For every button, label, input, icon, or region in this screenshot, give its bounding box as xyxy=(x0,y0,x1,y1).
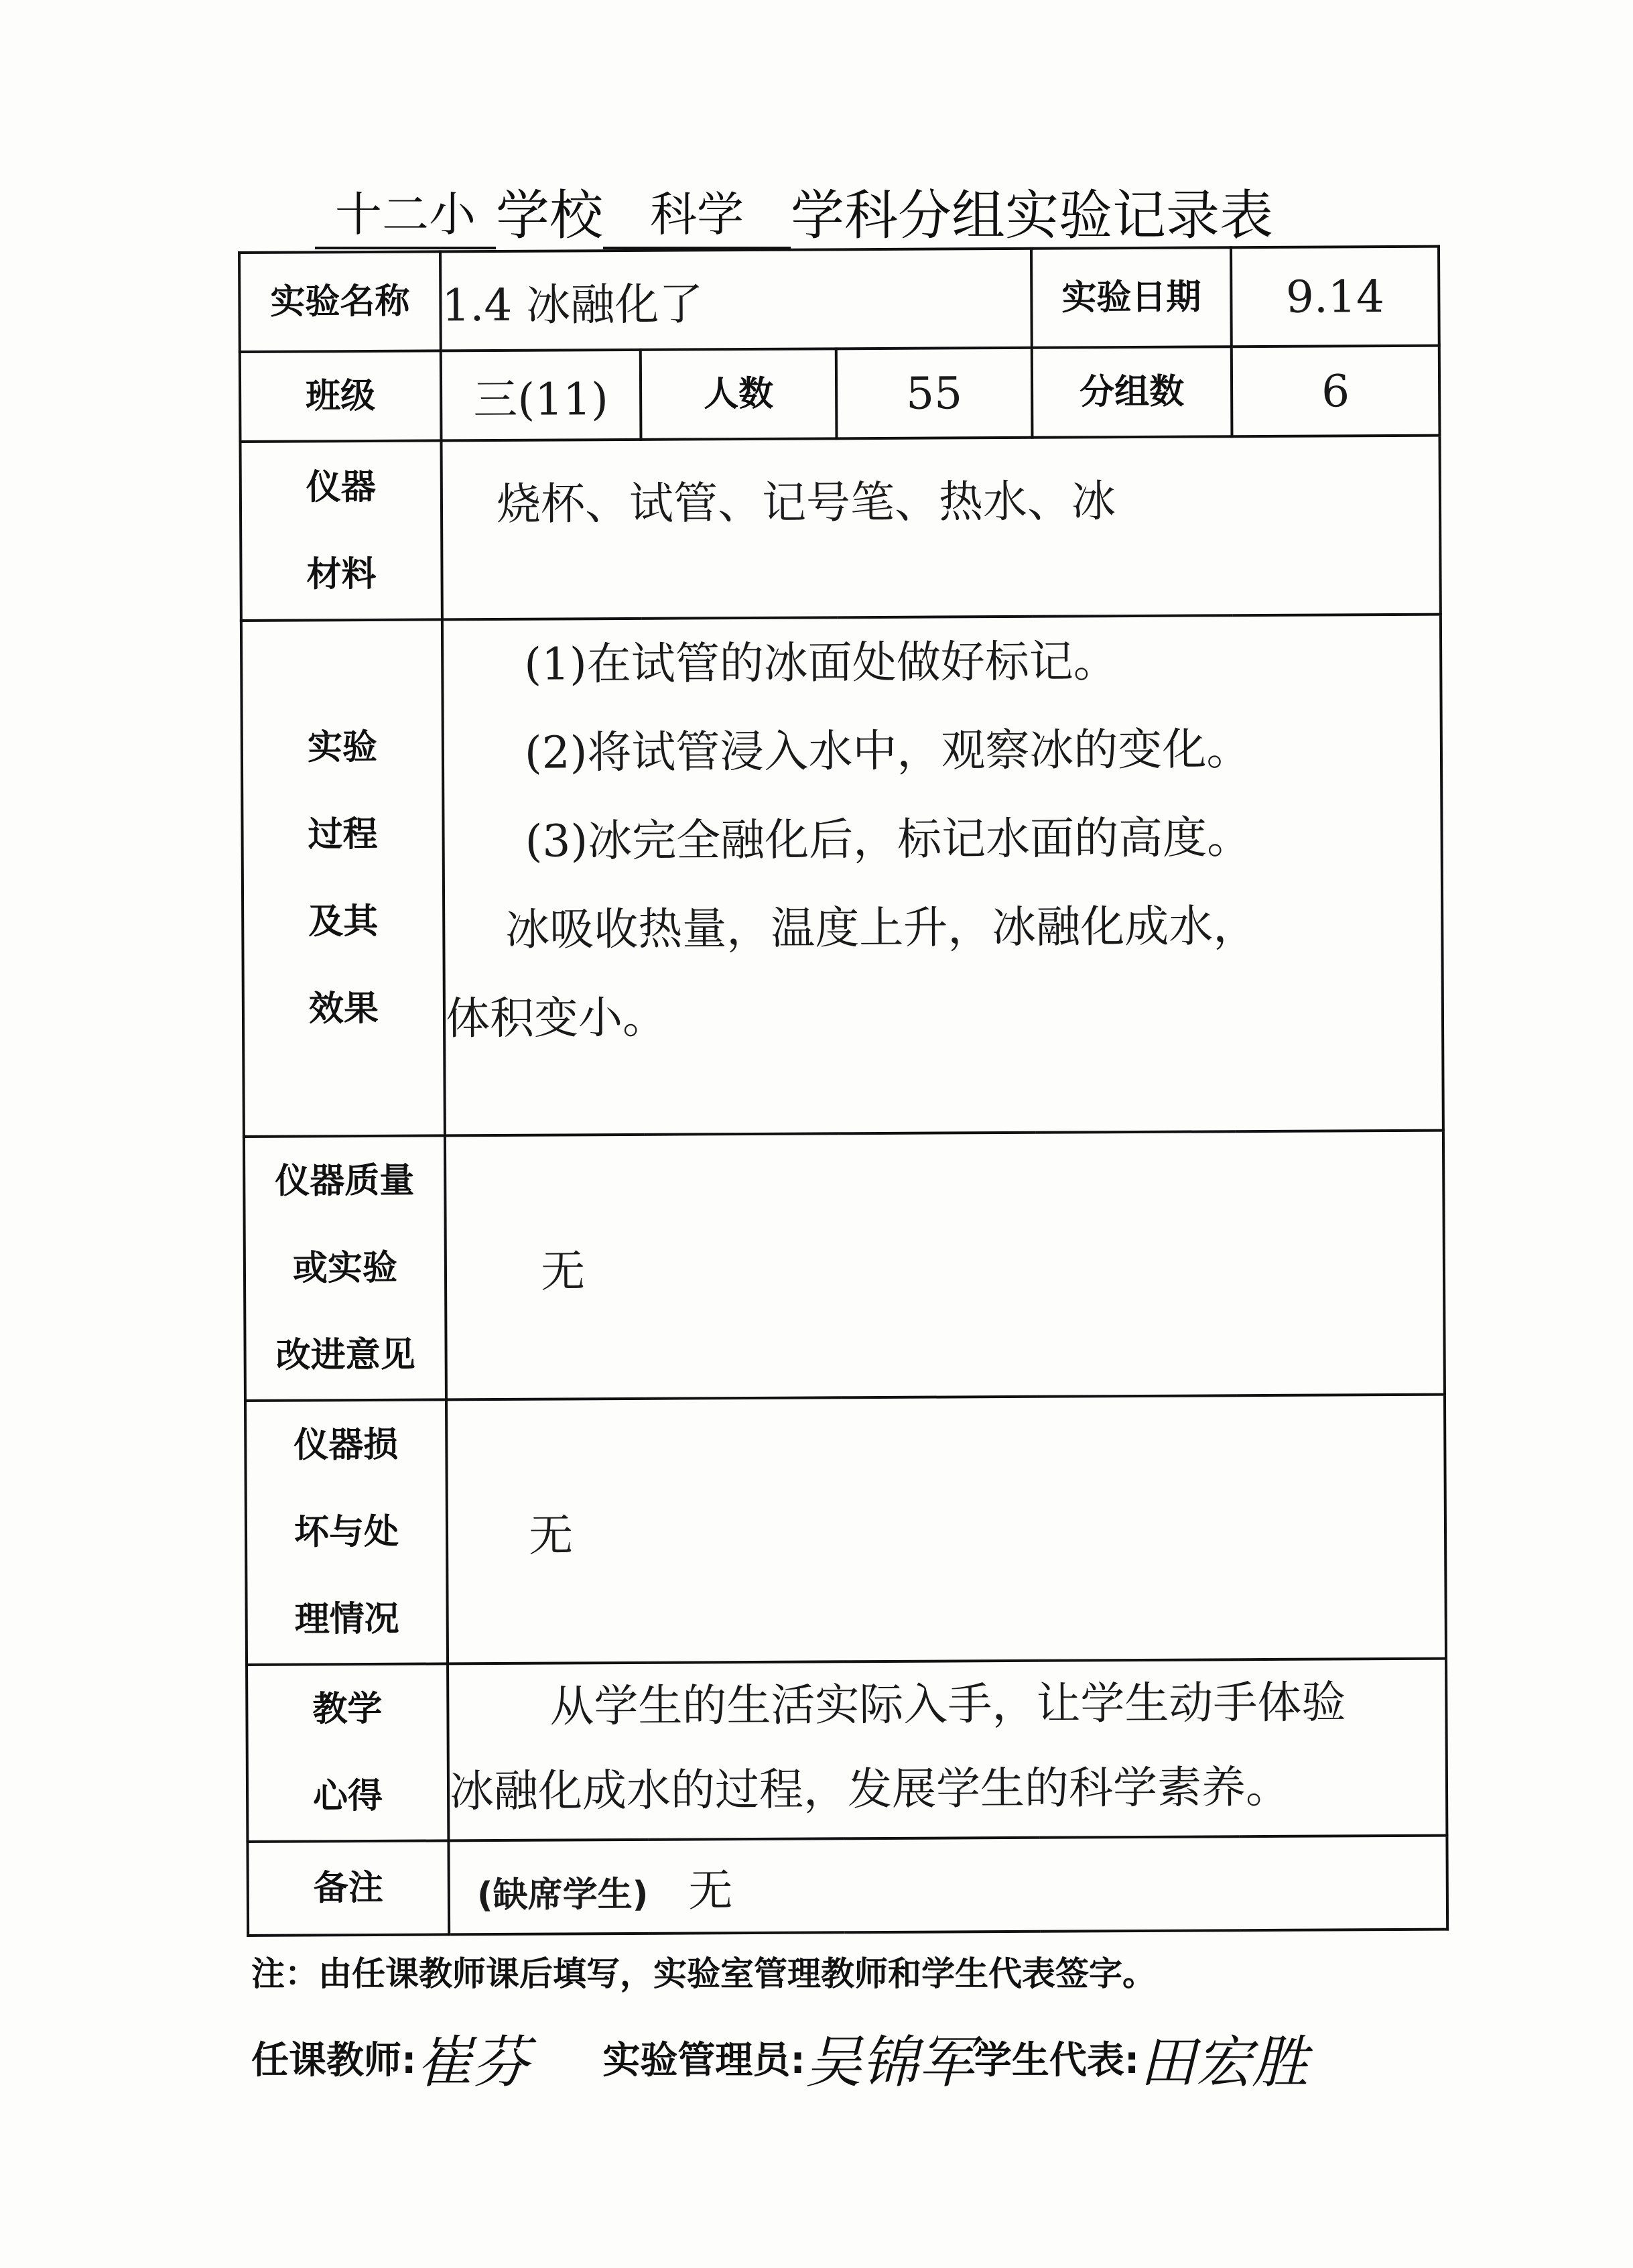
label-damage-line-3: 理情况 xyxy=(294,1598,399,1640)
value-quality: 无 xyxy=(445,1131,1445,1400)
label-class: 班级 xyxy=(240,351,442,442)
value-process xyxy=(442,615,1443,1136)
remarks-value: 无 xyxy=(688,1864,733,1917)
row-class-info xyxy=(240,346,1440,442)
student-signature: 田宏胜 xyxy=(1139,2029,1309,2095)
label-process-line-2: 过程 xyxy=(308,814,378,855)
label-experiment-name: 实验名称 xyxy=(239,251,441,352)
row-materials xyxy=(240,436,1440,621)
label-quality xyxy=(244,1135,446,1401)
process-line-3: (3)冰完全融化后，标记水面的高度。 xyxy=(525,812,1252,867)
label-remarks: 备注 xyxy=(247,1840,449,1936)
admin-label: 实验管理员: xyxy=(602,2039,805,2082)
label-process-line-4: 效果 xyxy=(308,988,379,1029)
form-title xyxy=(315,176,1374,249)
label-damage-line-2: 坏与处 xyxy=(293,1511,399,1553)
label-reflection-line-1: 教学 xyxy=(312,1688,383,1730)
label-quality-line-3: 改进意见 xyxy=(275,1334,415,1376)
row-quality xyxy=(244,1131,1445,1401)
value-count: 55 xyxy=(836,348,1033,439)
teacher-label: 任课教师: xyxy=(251,2039,417,2082)
student-label: 学生代表: xyxy=(974,2039,1140,2082)
process-line-5: 体积变小。 xyxy=(445,991,667,1045)
label-damage-line-1: 仪器损 xyxy=(293,1424,399,1466)
value-materials: 烧杯、试管、记号笔、热水、冰 xyxy=(441,436,1440,620)
label-reflection-line-2: 心得 xyxy=(312,1775,383,1817)
value-damage: 无 xyxy=(446,1395,1446,1664)
remarks-sublabel: (缺席学生) xyxy=(476,1874,649,1915)
value-reflection xyxy=(448,1659,1447,1841)
signature-line xyxy=(251,2021,1457,2094)
label-damage xyxy=(245,1399,448,1665)
row-process xyxy=(241,615,1443,1137)
value-remarks xyxy=(448,1836,1447,1935)
row-experiment-name xyxy=(239,247,1439,352)
label-materials xyxy=(240,440,442,621)
admin-signature: 吴锦军 xyxy=(805,2029,974,2095)
record-table xyxy=(238,245,1449,1937)
row-reflection xyxy=(247,1659,1447,1842)
label-process-line-3: 及其 xyxy=(308,901,379,942)
label-quality-line-2: 或实验 xyxy=(292,1247,398,1289)
label-quality-line-1: 仪器质量 xyxy=(275,1160,415,1202)
subject-suffix: 学科分组实验记录表 xyxy=(791,184,1273,247)
process-line-2: (2)将试管浸入水中，观察冰的变化。 xyxy=(524,723,1251,779)
label-groups: 分组数 xyxy=(1032,346,1232,438)
school-suffix: 学校 xyxy=(496,184,603,247)
value-groups: 6 xyxy=(1232,346,1440,437)
process-line-4: 冰吸收热量，温度上升，冰融化成水， xyxy=(505,900,1258,956)
label-materials-line-2: 材料 xyxy=(306,554,377,594)
label-process xyxy=(241,619,445,1137)
value-experiment-name: 1.4 冰融化了 xyxy=(440,249,1032,351)
label-reflection xyxy=(247,1663,448,1842)
row-damage xyxy=(245,1395,1446,1665)
label-count: 人数 xyxy=(641,349,837,440)
label-experiment-date: 实验日期 xyxy=(1031,247,1232,348)
reflection-line-1: 从学生的生活实际入手，让学生动手体验 xyxy=(549,1676,1346,1732)
process-line-1: (1)在试管的冰面处做好标记。 xyxy=(524,635,1118,690)
school-name: 十二小 xyxy=(315,182,496,249)
label-materials-line-1: 仪器 xyxy=(306,466,376,507)
label-process-line-1: 实验 xyxy=(307,727,378,768)
teacher-signature: 崔芬 xyxy=(416,2029,529,2095)
row-remarks xyxy=(247,1836,1447,1936)
value-class: 三(11) xyxy=(441,350,641,441)
value-experiment-date: 9.14 xyxy=(1231,247,1439,347)
subject-name: 科学 xyxy=(603,182,791,249)
reflection-line-2: 冰融化成水的过程，发展学生的科学素养。 xyxy=(449,1761,1291,1818)
footer-note: 注：由任课教师课后填写，实验室管理教师和学生代表签字。 xyxy=(251,1954,1156,1993)
